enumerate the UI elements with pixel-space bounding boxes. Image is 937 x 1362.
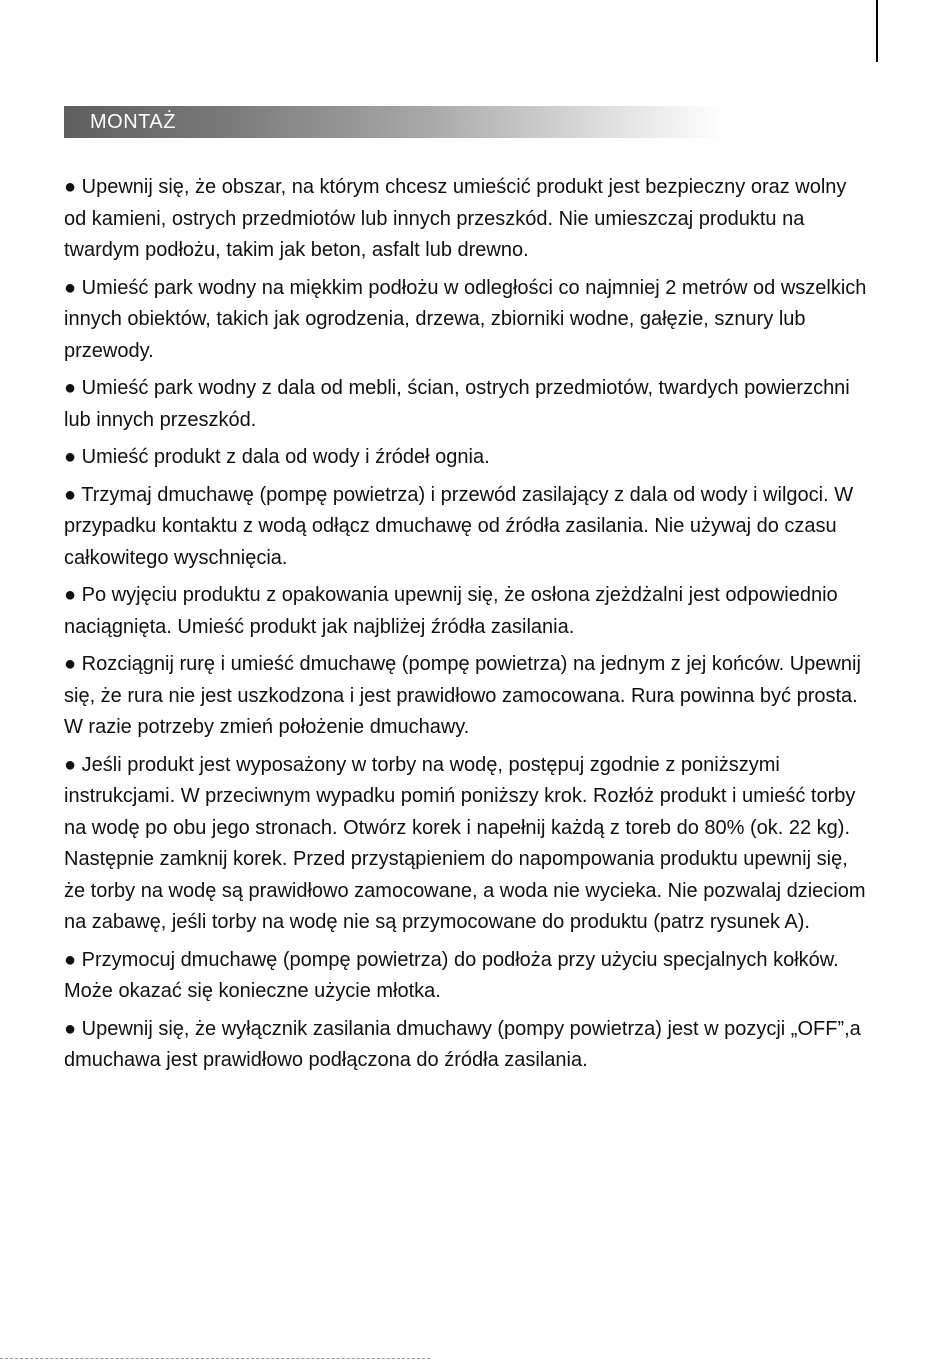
section-header [64,106,724,138]
instruction-item [64,649,874,744]
page-bottom-rule [0,1358,430,1359]
bullet-icon: ● [64,276,77,299]
instruction-item [64,273,874,368]
instruction-item [64,580,874,643]
instructions-list [64,172,874,1083]
instruction-text: Umieść park wodny na miękkim podłożu w odległości co najmniej 2 metrów od wszelkich innych obiektów, takich jak ogrodzenia, drzewa, zbiorniki wodne, gałęzie, sznury lub przewody. [64,276,867,362]
bullet-icon: ● [64,1017,77,1040]
instruction-text: Rozciągnij rurę i umieść dmuchawę (pompę powietrza) na jednym z jej końców. Upewnij się, że rura nie jest uszkodzona i jest prawidłowo zamocowana. Rura powinna być prosta. W razie potrzeby zmień położenie dmuchawy. [64,653,861,738]
bullet-icon: ● [64,483,77,506]
instruction-item [64,750,874,939]
instruction-text: Przymocuj dmuchawę (pompę powietrza) do podłoża przy użyciu specjalnych kołków. Może okazać się konieczne użycie młotka. [64,948,839,1002]
section-title: MONTAŻ [90,110,176,133]
instruction-item [64,172,874,267]
bullet-icon: ● [64,753,77,776]
instruction-text: Umieść produkt z dala od wody i źródeł ognia. [81,446,490,468]
instruction-item [64,945,874,1008]
instruction-text: Umieść park wodny z dala od mebli, ścian, ostrych przedmiotów, twardych powierzchni lub innych przeszkód. [64,377,850,431]
instruction-text: Po wyjęciu produktu z opakowania upewnij się, że osłona zjeżdżalni jest odpowiednio naciągnięta. Umieść produkt jak najbliżej źródła zasilania. [64,584,838,638]
bullet-icon: ● [64,176,77,198]
page-edge-mark [876,0,878,62]
instruction-text: Upewnij się, że obszar, na którym chcesz umieścić produkt jest bezpieczny oraz wolny od kamieni, ostrych przedmiotów lub innych przeszkód. Nie umieszczaj produktu na twardym podłożu, takim jak beton, asfalt lub drewno. [64,176,847,261]
bullet-icon: ● [64,446,77,468]
bullet-icon: ● [64,584,77,606]
bullet-icon: ● [64,653,77,675]
bullet-icon: ● [64,377,77,399]
instruction-text: Jeśli produkt jest wyposażony w torby na wodę, postępuj zgodnie z poniższymi instrukcjami. W przeciwnym wypadku pomiń poniższy krok. Rozłóż produkt i umieść torby na wodę po obu jego stronach. Otwórz korek i napełnij każdą z toreb do 80% (ok. 22 kg). Następnie zamknij korek. Przed przystąpieniem do napompowania produktu upewnij się, że torby na wodę są prawidłowo zamocowane, a woda nie wycieka. Nie pozwalaj dzieciom na zabawę, jeśli torby na wodę nie są przymocowane do produktu (patrz rysunek A). [64,753,866,933]
instruction-text: Trzymaj dmuchawę (pompę powietrza) i przewód zasilający z dala od wody i wilgoci. W przypadku kontaktu z wodą odłącz dmuchawę od źródła zasilania. Nie używaj do czasu całkowitego wyschnięcia. [64,483,854,569]
instruction-item [64,373,874,436]
bullet-icon: ● [64,948,77,971]
instruction-item [64,480,874,575]
instruction-item [64,442,874,474]
instruction-item [64,1014,874,1077]
instruction-text: Upewnij się, że wyłącznik zasilania dmuchawy (pompy powietrza) jest w pozycji „OFF”,a dmuchawa jest prawidłowo podłączona do źródła zasilania. [64,1017,861,1071]
